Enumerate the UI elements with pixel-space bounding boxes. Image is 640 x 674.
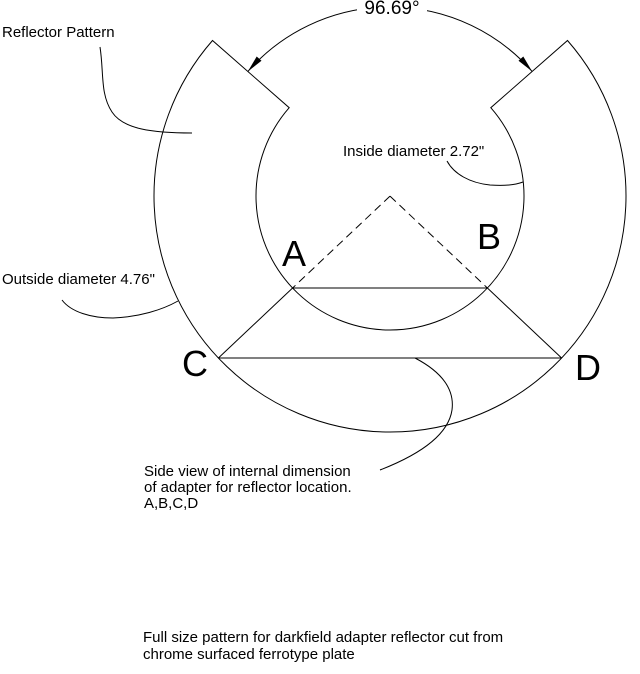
cone-side-line-a-c [218, 288, 292, 358]
side-view-note-line1: Side view of internal dimension [144, 463, 351, 480]
point-label-b: B [476, 216, 502, 257]
outside-diameter-leader [62, 300, 178, 318]
inside-diameter-leader [447, 161, 523, 185]
point-label-d: D [575, 347, 601, 388]
cone-dashed-line-left [293, 196, 390, 288]
point-label-c: C [182, 343, 208, 384]
reflector-annulus-outline [154, 41, 626, 433]
side-view-note-line3: A,B,C,D [144, 495, 199, 512]
reflector-pattern-label: Reflector Pattern [2, 24, 115, 41]
point-label-a: A [281, 233, 307, 274]
side-view-note-line2: of adapter for reflector location. [144, 479, 352, 496]
caption-line1: Full size pattern for darkfield adapter reflector cut from [143, 629, 504, 646]
inside-diameter-label: Inside diameter 2.72" [343, 143, 485, 160]
side-view-leader [380, 358, 452, 470]
angle-dimension-label: 96.69° [364, 0, 420, 19]
outside-diameter-label: Outside diameter 4.76" [2, 271, 155, 288]
cone-dashed-line-right [390, 196, 487, 288]
reflector-pattern-leader [100, 47, 192, 133]
caption-line2: chrome surfaced ferrotype plate [143, 646, 355, 663]
cone-side-line-b-d [487, 288, 561, 358]
